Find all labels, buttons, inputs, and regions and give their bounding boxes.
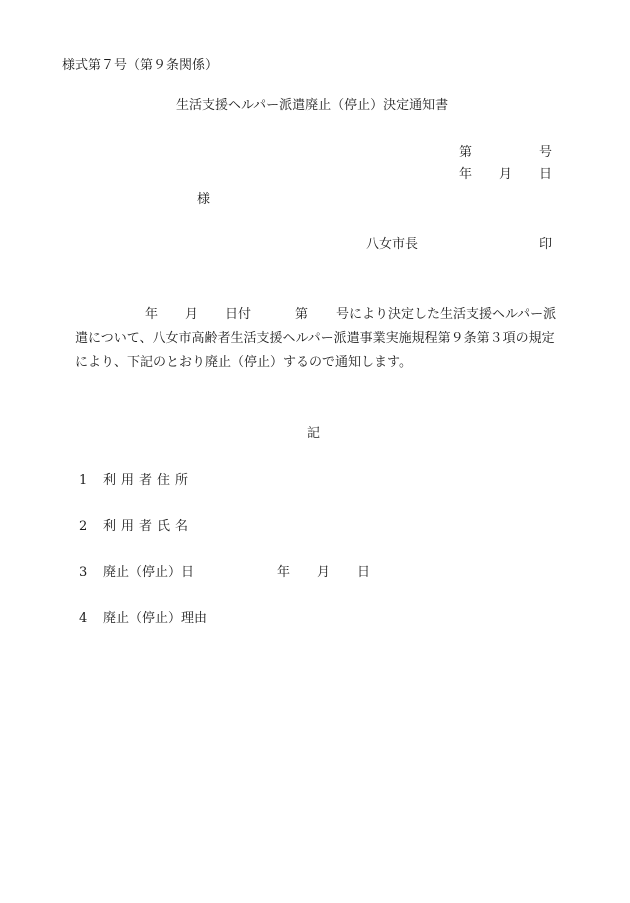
item-number: 3 — [79, 565, 88, 580]
item-label-name: 利用者氏名 — [103, 519, 194, 534]
issuer-name: 八女市長 — [366, 237, 419, 252]
stop-date-day-label: 日 — [357, 565, 371, 580]
body-number-prefix: 第 — [295, 307, 309, 322]
body-text-line-2: 遣について、八女市高齢者生活支援ヘルパー派遣事業実施規程第９条第３項の規定 — [75, 331, 555, 346]
item-number: 1 — [79, 473, 88, 488]
item-number: 2 — [79, 519, 88, 534]
body-date-suffix: 日付 — [225, 307, 252, 322]
item-label-address: 利用者住所 — [103, 473, 194, 488]
number-suffix: 号 — [539, 145, 553, 160]
body-text-line-1: 号により決定した生活支援ヘルパー派 — [336, 307, 557, 322]
item-label-stop-date: 廃止（停止）日 — [103, 565, 195, 580]
stop-date-year-label: 年 — [277, 565, 291, 580]
item-label-reason: 廃止（停止）理由 — [103, 611, 208, 626]
document-title: 生活支援ヘルパー派遣廃止（停止）決定通知書 — [176, 98, 449, 113]
body-month-label: 月 — [185, 307, 199, 322]
form-label: 様式第７号（第９条関係） — [62, 58, 219, 73]
seal-mark: 印 — [539, 237, 553, 252]
date-month-label: 月 — [499, 167, 513, 182]
date-day-label: 日 — [539, 167, 553, 182]
number-prefix: 第 — [459, 145, 473, 160]
date-year-label: 年 — [459, 167, 473, 182]
notes-heading: 記 — [307, 426, 321, 441]
body-text-line-3: により、下記のとおり廃止（停止）するので通知します。 — [75, 355, 412, 370]
body-year-label: 年 — [145, 307, 159, 322]
stop-date-month-label: 月 — [317, 565, 331, 580]
addressee-suffix: 様 — [197, 192, 211, 207]
item-number: 4 — [79, 611, 88, 626]
